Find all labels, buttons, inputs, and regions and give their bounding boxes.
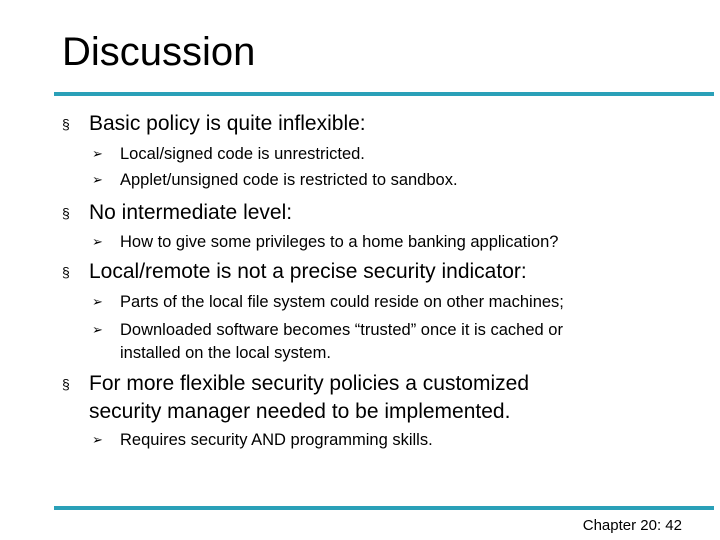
bullet-text: Basic policy is quite inflexible: xyxy=(89,112,366,135)
bullet-text: For more flexible security policies a customized xyxy=(89,372,529,395)
title-divider xyxy=(54,92,714,96)
sub-bullet-text: Applet/unsigned code is restricted to sandbox. xyxy=(120,171,458,189)
square-bullet-icon: § xyxy=(62,116,70,132)
bullet-text: security manager needed to be implemented. xyxy=(89,400,511,423)
sub-bullet-text: Parts of the local file system could reside on other machines; xyxy=(120,293,564,311)
arrow-bullet-icon: ➢ xyxy=(92,294,103,309)
sub-bullet-text: Local/signed code is unrestricted. xyxy=(120,145,365,163)
sub-bullet-text: How to give some privileges to a home banking application? xyxy=(120,233,559,251)
arrow-bullet-icon: ➢ xyxy=(92,432,103,447)
arrow-bullet-icon: ➢ xyxy=(92,234,103,249)
square-bullet-icon: § xyxy=(62,264,70,280)
arrow-bullet-icon: ➢ xyxy=(92,146,103,161)
sub-bullet-text: Downloaded software becomes “trusted” once it is cached or xyxy=(120,321,563,339)
sub-bullet-text: Requires security AND programming skills. xyxy=(120,431,433,449)
page-number: Chapter 20: 42 xyxy=(582,517,682,534)
slide-title: Discussion xyxy=(62,30,256,74)
square-bullet-icon: § xyxy=(62,205,70,221)
bullet-text: No intermediate level: xyxy=(89,201,293,224)
sub-bullet-text: installed on the local system. xyxy=(120,344,331,362)
arrow-bullet-icon: ➢ xyxy=(92,172,103,187)
square-bullet-icon: § xyxy=(62,376,70,392)
footer-divider xyxy=(54,506,714,510)
bullet-text: Local/remote is not a precise security indicator: xyxy=(89,260,527,283)
arrow-bullet-icon: ➢ xyxy=(92,322,103,337)
